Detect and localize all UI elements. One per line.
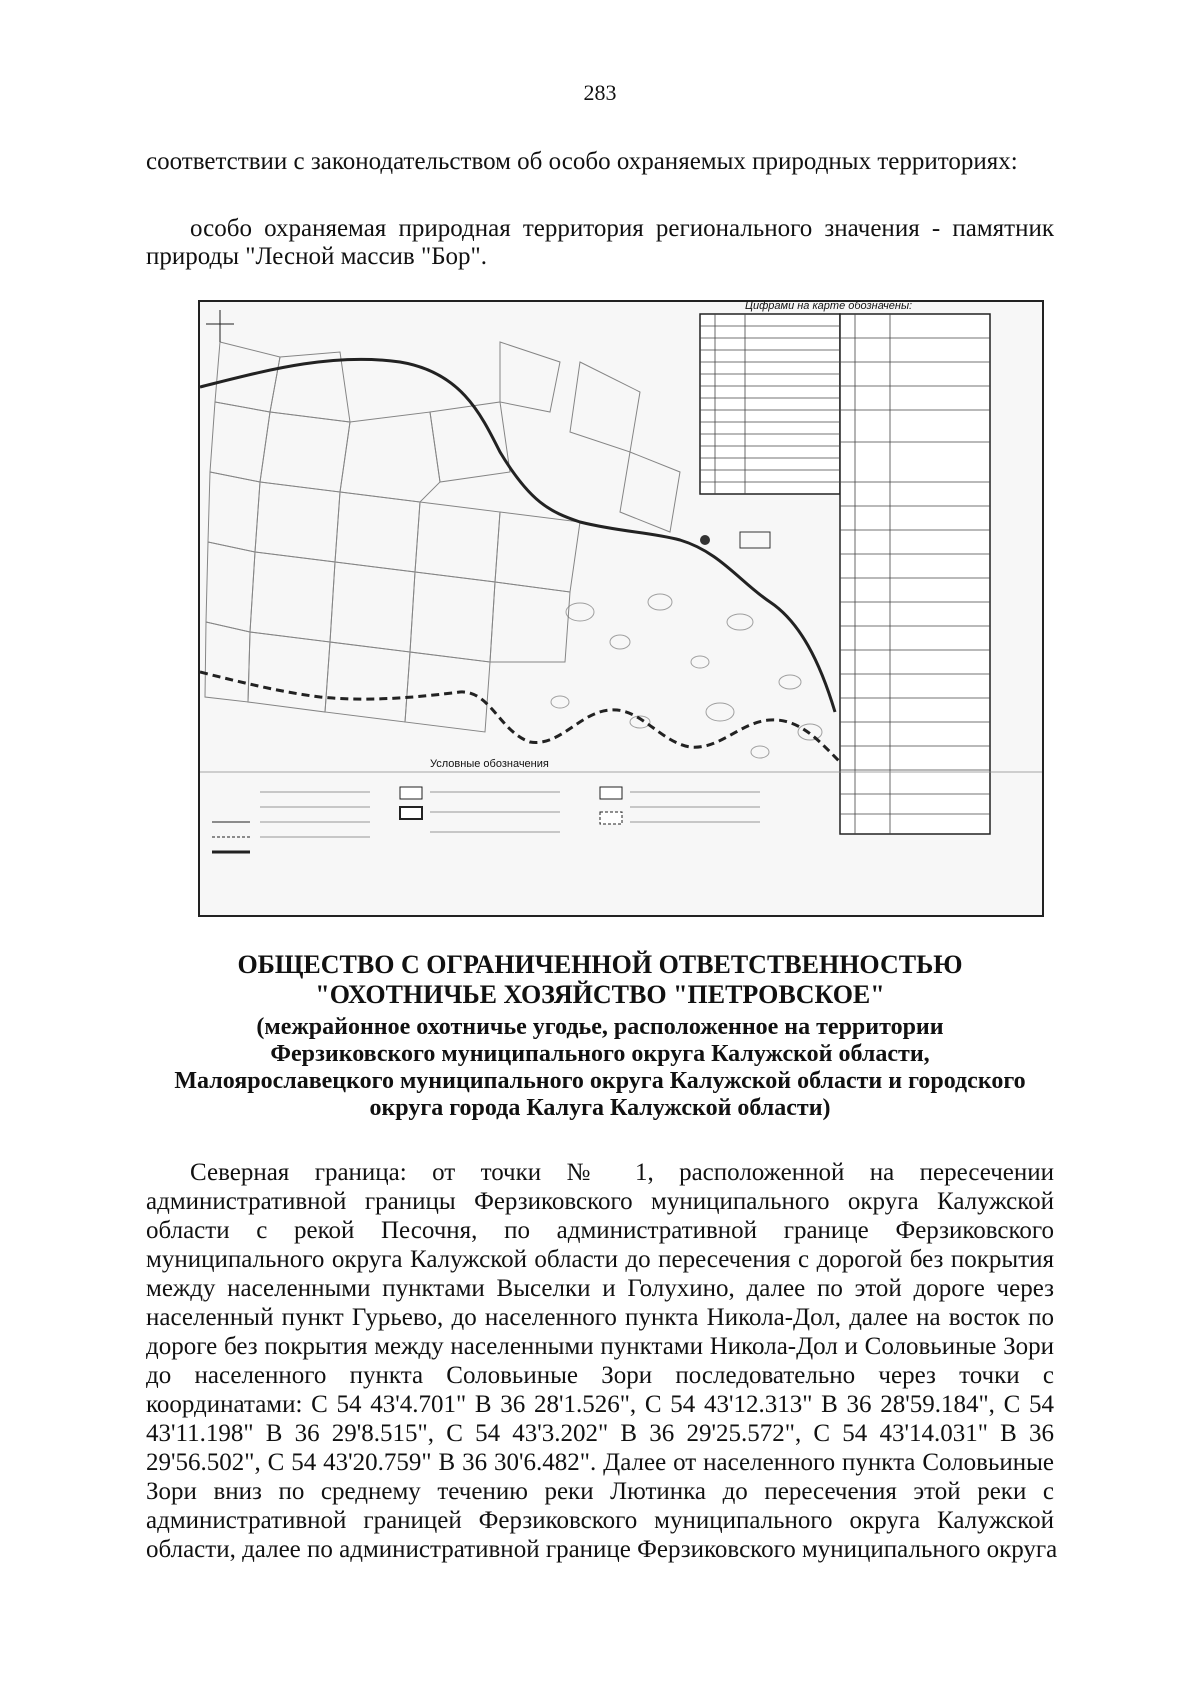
body-line: области, далее по административной границе Ферзиковского муниципального округа: [146, 1536, 1058, 1563]
body-line: 29'56.502", С 54 43'20.759" В 36 30'6.482". Далее от населенного пункта Соловьиные: [146, 1449, 1054, 1476]
body-line: дороге без покрытия между населенными пунктами Никола-Дол и Соловьиные Зори: [146, 1333, 1054, 1360]
heading-sub-line-2: Ферзиковского муниципального округа Калужской области,: [270, 1041, 930, 1067]
legend-title: Цифрами на карте обозначены:: [745, 300, 913, 312]
body-line: между населенными пунктами Выселки и Голухино, далее по этой дороге через: [146, 1275, 1054, 1302]
body-line: Зори вниз по среднему течению реки Лютинка до пересечения этой реки с: [146, 1478, 1054, 1505]
intro-line-2a: особо охраняемая природная территория регионального значения - памятник: [190, 215, 1054, 242]
body-line: административной границы Ферзиковского муниципального округа Калужской: [146, 1188, 1054, 1215]
heading-sub-line-4: округа города Калуга Калужской области): [369, 1095, 831, 1121]
page-number: 283: [583, 80, 617, 105]
body-line: координатами: С 54 43'4.701" В 36 28'1.526", С 54 43'12.313" В 36 28'59.184", С 54: [146, 1391, 1054, 1418]
heading-line-2: "ОХОТНИЧЬЕ ХОЗЯЙСТВО "ПЕТРОВСКОЕ": [315, 980, 885, 1009]
body-line: 43'11.198" В 36 29'8.515", С 54 43'3.202" В 36 29'25.572", С 54 43'14.031" В 36: [146, 1420, 1054, 1447]
body-line: муниципального округа Калужской области до пересечения с дорогой без покрытия: [146, 1246, 1054, 1273]
map-drawing: [200, 302, 1042, 915]
body-line: области с рекой Песочня, по административной границе Ферзиковского: [146, 1217, 1054, 1244]
heading-line-1: ОБЩЕСТВО С ОГРАНИЧЕННОЙ ОТВЕТСТВЕННОСТЬЮ: [237, 950, 963, 979]
conventions-title: Условные обозначения: [430, 758, 549, 770]
intro-line-2b: природы "Лесной массив "Бор".: [146, 243, 488, 270]
body-line: административной границей Ферзиковского муниципального округа Калужской: [146, 1507, 1054, 1534]
heading-sub-line-3: Малоярославецкого муниципального округа Калужской области и городского: [174, 1068, 1026, 1094]
body-line: до населенного пункта Соловьиные Зори последовательно через точки с: [146, 1362, 1054, 1389]
hunting-ground-map: [198, 300, 1044, 917]
body-line: Северная граница: от точки № 1, расположенной на пересечении: [190, 1159, 1054, 1186]
heading-sub-line-1: (межрайонное охотничье угодье, расположенное на территории: [256, 1014, 944, 1040]
body-line: населенный пункт Гурьево, до населенного пункта Никола-Дол, далее на восток по: [146, 1304, 1054, 1331]
intro-line-1: соответствии с законодательством об особо охраняемых природных территориях:: [146, 148, 1018, 175]
